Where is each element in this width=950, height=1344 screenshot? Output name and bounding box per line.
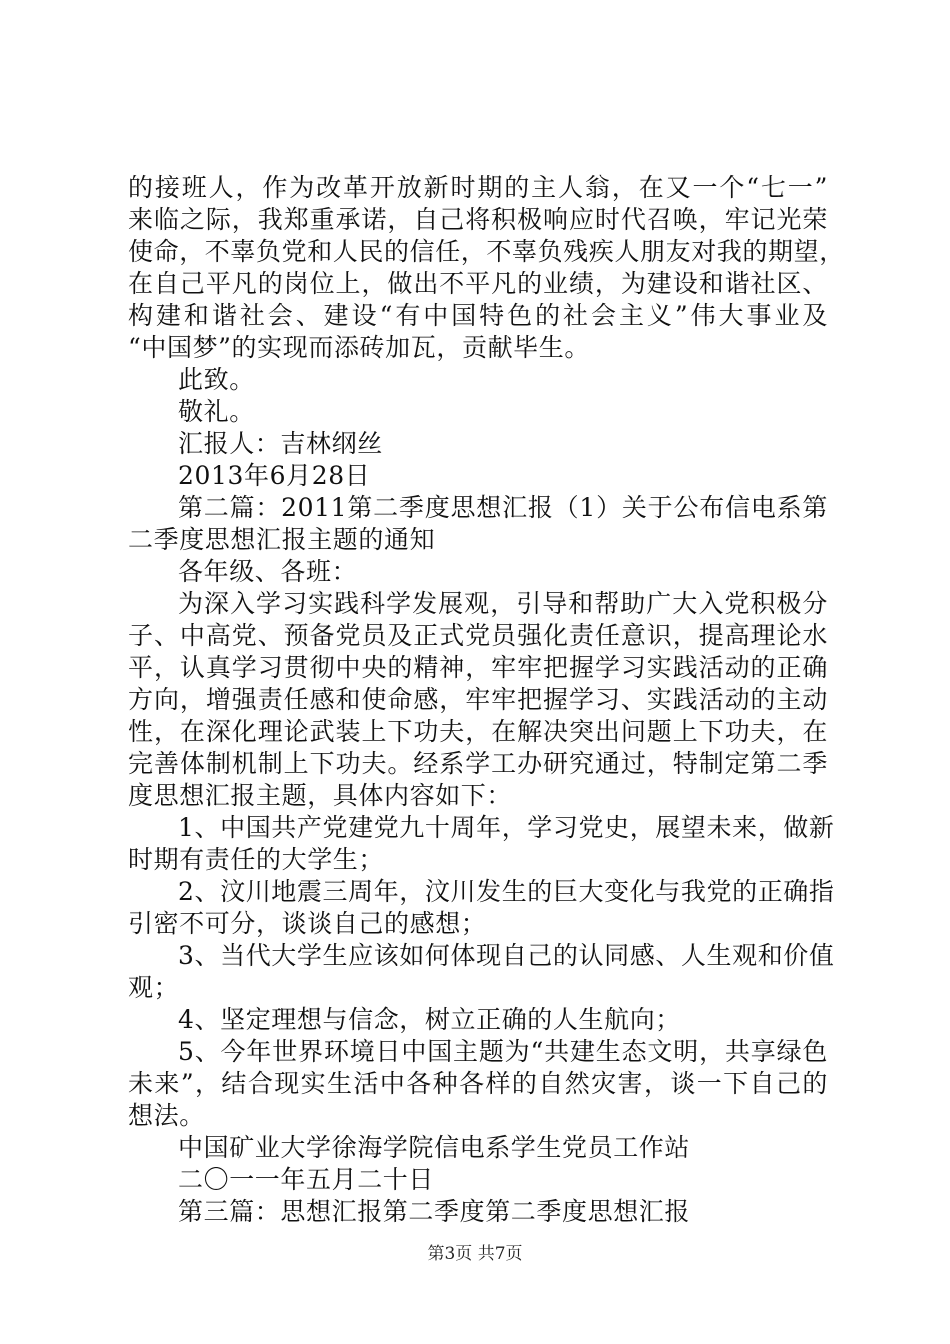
list-item: 5、今年世界环境日中国主题为“共建生态文明，共享绿色 xyxy=(178,1037,828,1066)
text-line: “中国梦”的实现而添砖加瓦，贡献毕生。 xyxy=(128,333,590,362)
text-line: 度思想汇报主题，具体内容如下： xyxy=(128,781,513,810)
text-line: 使命，不辜负党和人民的信任，不辜负残疾人朋友对我的期望， xyxy=(128,237,845,266)
addressee-line: 各年级、各班： xyxy=(178,557,358,586)
list-item: 未来”，结合现实生活中各种各样的自然灾害，谈一下自己的 xyxy=(128,1069,828,1098)
salutation-line: 敬礼。 xyxy=(178,397,255,426)
list-item: 1、中国共产党建党九十周年，学习党史，展望未来，做新 xyxy=(178,813,835,842)
section-heading: 第三篇：思想汇报第二季度第二季度思想汇报 xyxy=(178,1197,691,1226)
text-line: 完善体制机制上下功夫。经系学工办研究通过，特制定第二季 xyxy=(128,749,828,778)
text-line: 构建和谐社会、建设“有中国特色的社会主义”伟大事业及 xyxy=(128,301,828,330)
text-line: 性，在深化理论武装上下功夫，在解决突出问题上下功夫，在 xyxy=(128,717,828,746)
text-line: 为深入学习实践科学发展观，引导和帮助广大入党积极分 xyxy=(178,589,828,618)
section-heading: 第二篇：2011第二季度思想汇报（1）关于公布信电系第 xyxy=(178,493,828,522)
text-line: 平，认真学习贯彻中央的精神，牢牢把握学习实践活动的正确 xyxy=(128,653,828,682)
text-line: 的接班人，作为改革开放新时期的主人翁，在又一个“七一” xyxy=(128,173,828,202)
salutation-line: 此致。 xyxy=(178,365,255,394)
text-line: 子、中高党、预备党员及正式党员强化责任意识，提高理论水 xyxy=(128,621,828,650)
list-item: 2、汶川地震三周年，汶川发生的巨大变化与我党的正确指 xyxy=(178,877,835,906)
date-line: 二〇一一年五月二十日 xyxy=(178,1165,435,1194)
list-item: 引密不可分，谈谈自己的感想； xyxy=(128,909,487,938)
signature-line: 中国矿业大学徐海学院信电系学生党员工作站 xyxy=(178,1133,691,1162)
text-line: 来临之际，我郑重承诺，自己将积极响应时代召唤，牢记光荣 xyxy=(128,205,828,234)
list-item: 想法。 xyxy=(128,1101,205,1130)
list-item: 4、坚定理想与信念，树立正确的人生航向； xyxy=(178,1005,681,1034)
date-line: 2013年6月28日 xyxy=(178,461,371,490)
section-heading: 二季度思想汇报主题的通知 xyxy=(128,525,436,554)
list-item: 观； xyxy=(128,973,180,1002)
list-item: 3、当代大学生应该如何体现自己的认同感、人生观和价值 xyxy=(178,941,835,970)
list-item: 时期有责任的大学生； xyxy=(128,845,385,874)
text-line: 在自己平凡的岗位上，做出不平凡的业绩，为建设和谐社区、 xyxy=(128,269,828,298)
reporter-line: 汇报人：吉林纲丝 xyxy=(178,429,383,458)
text-line: 方向，增强责任感和使命感，牢牢把握学习、实践活动的主动 xyxy=(128,685,828,714)
page-number: 第3页 共7页 xyxy=(427,1244,523,1264)
